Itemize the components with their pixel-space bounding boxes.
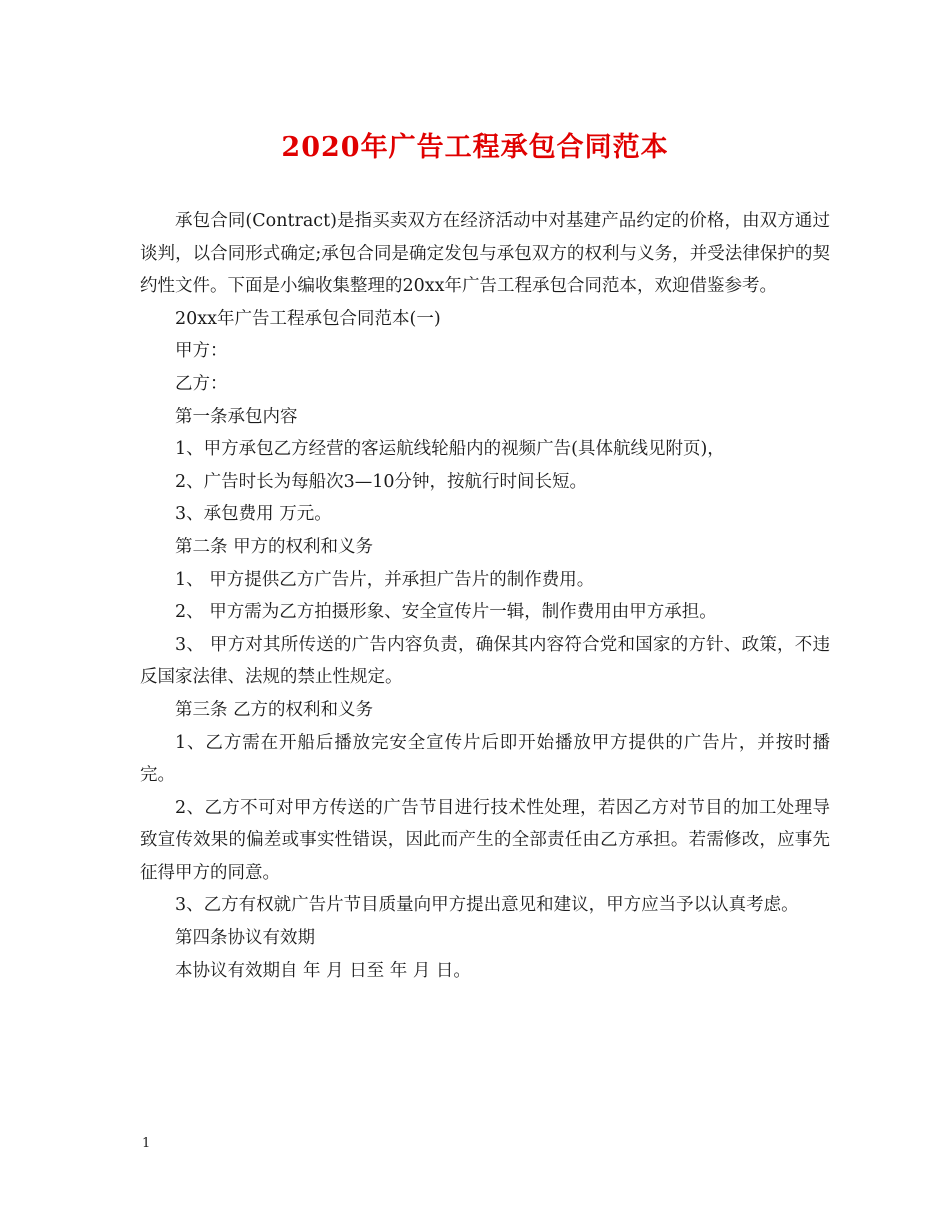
article-1-item-3: 3、承包费用 万元。	[175, 504, 332, 525]
article-4-heading: 第四条协议有效期	[175, 928, 315, 949]
article-4-item-1: 本协议有效期自 年 月 日至 年 月 日。	[175, 960, 471, 981]
document-body	[140, 205, 830, 987]
party-a-line: 甲方：	[175, 341, 228, 362]
intro-paragraph: 承包合同(Contract)是指买卖双方在经济活动中对基建产品约定的价格，由双方通过谈判，以合同形式确定;承包合同是确定发包与承包双方的权利与义务，并受法律保护的契约性文件。下面是小编收集整理的20xx年广告工程承包合同范本，欢迎借鉴参考。	[140, 211, 830, 297]
article-2-item-1: 1、 甲方提供乙方广告片，并承担广告片的制作费用。	[175, 569, 595, 590]
article-2-item-3: 3、 甲方对其所传送的广告内容负责，确保其内容符合党和国家的方针、政策，不违反国家法律、法规的禁止性规定。	[140, 634, 830, 688]
article-3-item-2: 2、乙方不可对甲方传送的广告节目进行技术性处理，若因乙方对节目的加工处理导致宣传效果的偏差或事实性错误，因此而产生的全部责任由乙方承担。若需修改，应事先征得甲方的同意。	[140, 797, 830, 883]
article-1-item-2: 2、广告时长为每船次3—10分钟，按航行时间长短。	[175, 471, 588, 492]
article-2-item-2: 2、 甲方需为乙方拍摄形象、安全宣传片一辑，制作费用由甲方承担。	[175, 602, 717, 623]
section-heading: 20xx年广告工程承包合同范本(一)	[175, 308, 441, 329]
article-3-heading: 第三条 乙方的权利和义务	[175, 699, 374, 720]
document-title: 2020年广告工程承包合同范本	[281, 132, 669, 163]
party-b-line: 乙方：	[175, 373, 228, 394]
article-2-heading: 第二条 甲方的权利和义务	[175, 536, 374, 557]
page-number: 1	[142, 1136, 151, 1151]
article-1-heading: 第一条承包内容	[175, 406, 298, 427]
article-1-item-1: 1、甲方承包乙方经营的客运航线轮船内的视频广告(具体航线见附页)，	[175, 439, 725, 460]
article-3-item-3: 3、乙方有权就广告片节目质量向甲方提出意见和建议，甲方应当予以认真考虑。	[175, 895, 799, 916]
article-3-item-1: 1、乙方需在开船后播放完安全宣传片后即开始播放甲方提供的广告片，并按时播完。	[140, 732, 830, 786]
